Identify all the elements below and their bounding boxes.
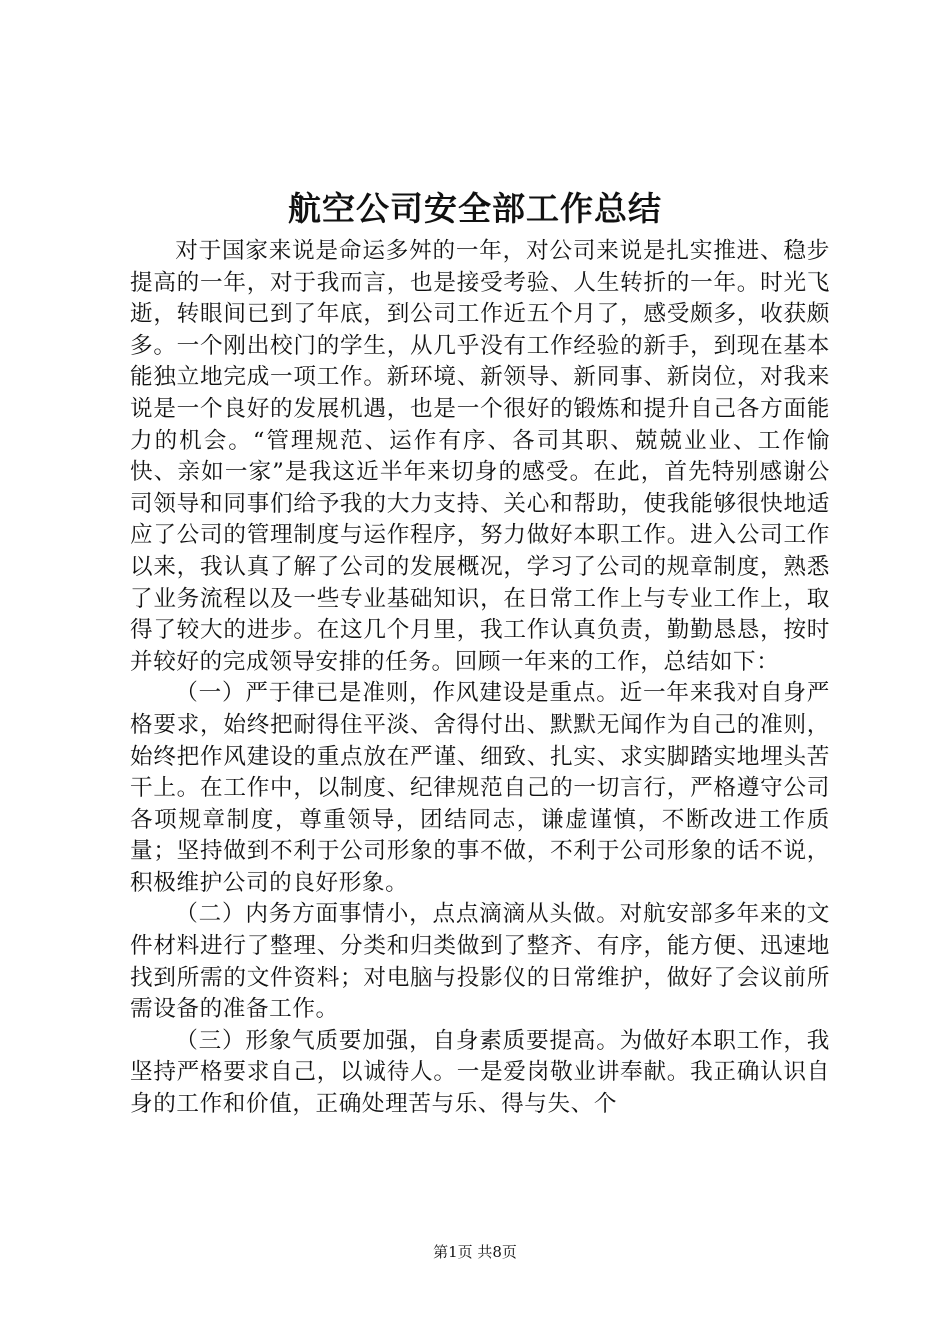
paragraph-intro: 对于国家来说是命运多舛的一年，对公司来说是扎实推进、稳步提高的一年，对于我而言，也是接受考验、人生转折的一年。时光飞逝，转眼间已到了年底，到公司工作近五个月了，感受颇多，收获颇多。一个刚出校门的学生，从几乎没有工作经验的新手，到现在基本能独立地完成一项工作。新环境、新领导、新同事、新岗位，对我来说是一个良好的发展机遇，也是一个很好的锻炼和提升自己各方面能力的机会。“管理规范、运作有序、各司其职、兢兢业业、工作愉快、亲如一家”是我这近半年来切身的感受。在此，首先特别感谢公司领导和同事们给予我的大力支持、关心和帮助，使我能够很快地适应了公司的管理制度与运作程序，努力做好本职工作。进入公司工作以来，我认真了解了公司的发展概况，学习了公司的规章制度，熟悉了业务流程以及一些专业基础知识，在日常工作上与专业工作上，取得了较大的进步。在这几个月里，我工作认真负责，勤勤恳恳，按时并较好的完成领导安排的任务。回顾一年来的工作，总结如下： (130, 238, 830, 675)
paragraph-section-3: （三）形象气质要加强，自身素质要提高。为做好本职工作，我坚持严格要求自己，以诚待人。一是爱岗敬业讲奉献。我正确认识自身的工作和价值，正确处理苦与乐、得与失、个 (130, 1027, 830, 1118)
document-body (130, 236, 830, 1121)
paragraph-section-1: （一）严于律已是准则，作风建设是重点。近一年来我对自身严格要求，始终把耐得住平淡、舍得付出、默默无闻作为自己的准则，始终把作风建设的重点放在严谨、细致、扎实、求实脚踏实地埋头苦干上。在工作中，以制度、纪律规范自己的一切言行，严格遵守公司各项规章制度，尊重领导，团结同志，谦虚谨慎，不断改进工作质量；坚持做到不利于公司形象的事不做，不利于公司形象的话不说，积极维护公司的良好形象。 (130, 680, 830, 896)
page-number-footer: 第1页 共8页 (433, 1243, 517, 1261)
document-title: 航空公司安全部工作总结 (288, 189, 662, 228)
paragraph-section-2: （二）内务方面事情小，点点滴滴从头做。对航安部多年来的文件材料进行了整理、分类和归类做到了整齐、有序，能方便、迅速地找到所需的文件资料；对电脑与投影仪的日常维护，做好了会议前所需设备的准备工作。 (130, 901, 830, 1023)
